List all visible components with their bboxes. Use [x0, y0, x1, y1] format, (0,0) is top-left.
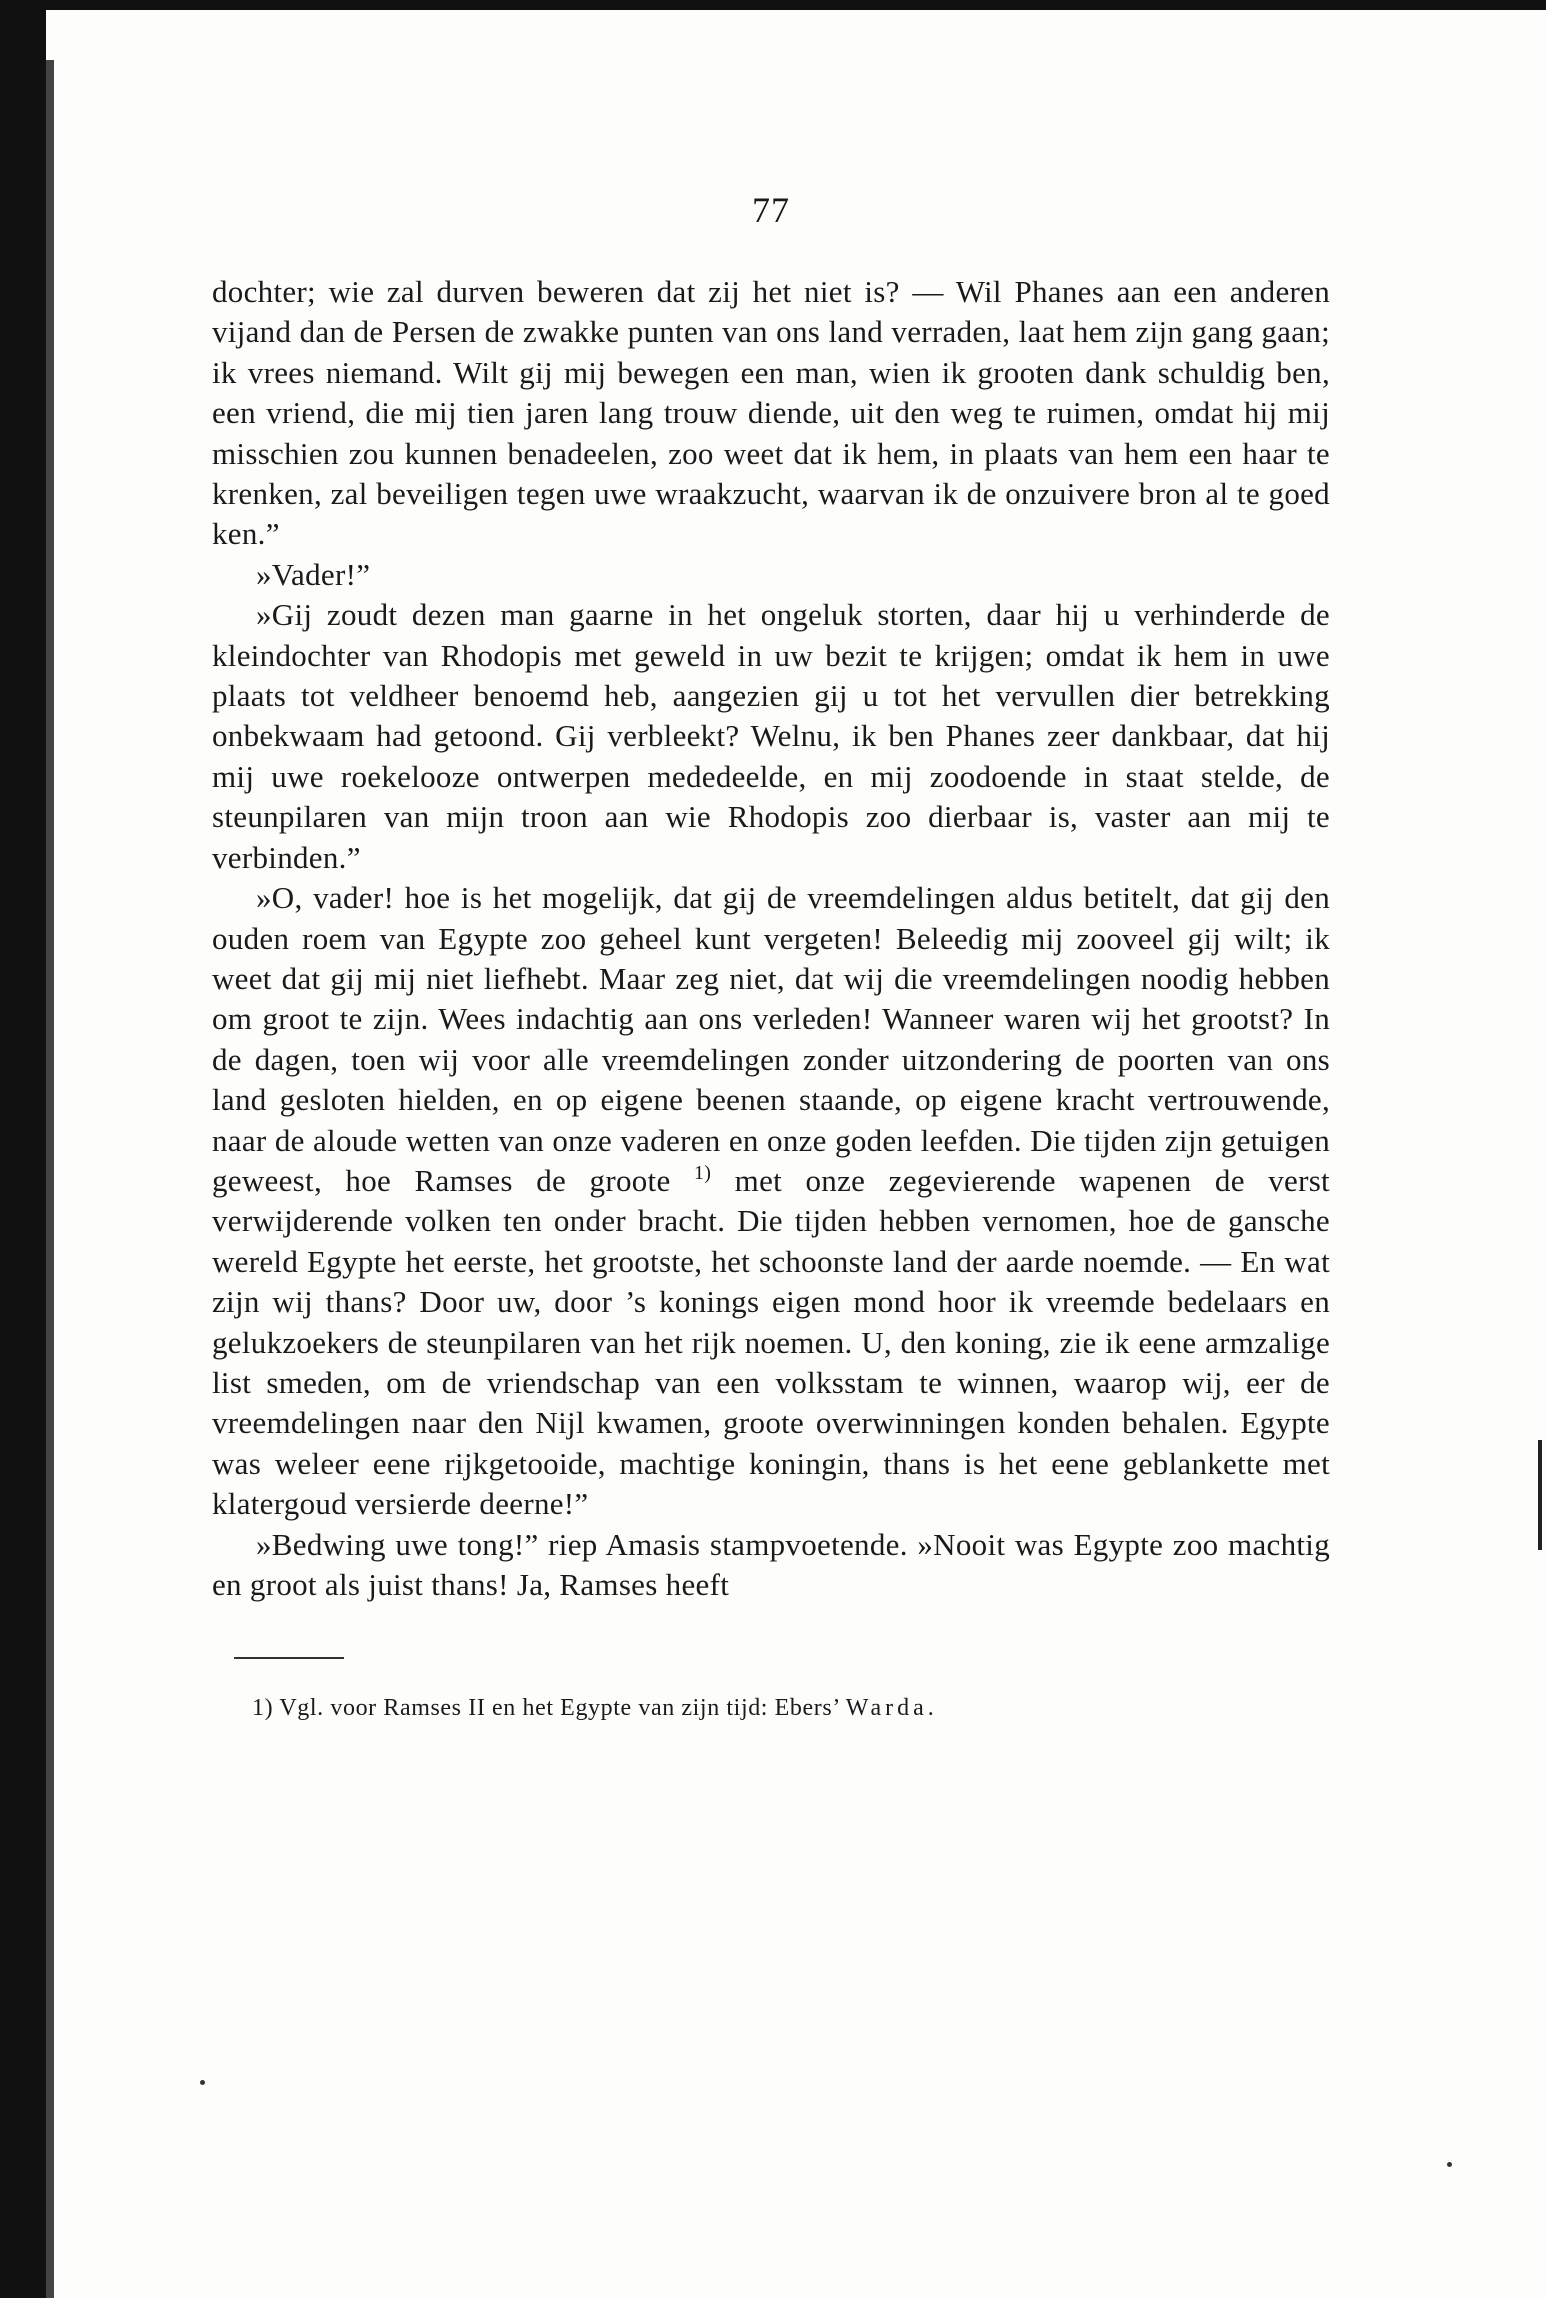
- footnote-reference[interactable]: 1): [693, 1161, 712, 1184]
- paragraph-text: met onze zegevierende wapenen de verst verwijderende volken ten onder bracht. Die tijden hebben vernomen, hoe de gansche wereld Egypte het eerste, het grootste, het schoonste land der aarde noemde. — En wat zijn wij thans? Door uw, door ’s konings eigen mond hoor ik vreemde bedelaars en gelukzoekers de steunpilaren van het rijk noemen. U, den koning, zie ik eene armzalige list smeden, om de vriendschap van een volksstam te winnen, waarop wij, eer de vreemdelingen naar den Nijl kwamen, groote overwinningen konden behalen. Egypte was weleer eene rijkgetooide, machtige koningin, thans is het eene geblankette met klatergoud versierde deerne!”: [212, 1162, 1330, 1522]
- page-number: 77: [752, 190, 790, 230]
- footnote-text: Vgl. voor Ramses II en het Egypte van zijn tijd: Ebers’: [279, 1695, 840, 1722]
- footnote-marker: 1): [252, 1695, 274, 1722]
- dust-speck: [200, 2080, 205, 2085]
- dust-speck: [1447, 2162, 1452, 2167]
- paragraph-text: »O, vader! hoe is het mogelijk, dat gij de vreemdelingen aldus betitelt, dat gij den ouden roem van Egypte zoo geheel kunt vergeten! Beleedig mij zooveel gij wilt; ik weet dat gij mij niet liefhebt. Maar zeg niet, dat wij die vreemdelingen noodig hebben om groot te zijn. Wees indachtig aan ons verleden! Wanneer waren wij het grootst? In de dagen, toen wij voor alle vreemdelingen zonder uitzondering de poorten van ons land gesloten hielden, en op eigene beenen staande, op eigene kracht vertrouwende, naar de aloude wetten van onze vaderen en onze goden leefden. Die tijden zijn getuigen geweest, hoe Ramses de groote: [212, 880, 1330, 1198]
- paragraph: »Bedwing uwe tong!” riep Amasis stampvoetende. »Nooit was Egypte zoo machtig en groot als juist thans! Ja, Ramses heeft: [212, 1526, 1330, 1602]
- footnote-book-title: Warda.: [845, 1695, 938, 1722]
- paragraph: [212, 878, 1330, 1525]
- scan-top-edge: [0, 0, 1546, 10]
- body-text: [212, 272, 1330, 1605]
- scan-left-edge: [0, 0, 46, 2298]
- scan-left-shadow: [46, 60, 54, 2298]
- paragraph: »Gij zoudt dezen man gaarne in het ongeluk storten, daar hij u verhinderde de kleindochter van Rhodopis met geweld in uw bezit te krijgen; omdat ik hem in uwe plaats tot veldheer benoemd heb, aangezien gij u tot het vervullen dier betrekking onbekwaam had getoond. Gij verbleekt? Welnu, ik ben Phanes zeer dankbaar, dat hij mij uwe roekelooze ontwerpen mededeelde, en mij zoodoende in staat stelde, de steunpilaren van mijn troon aan wie Rhodopis zoo dierbaar is, vaster aan mij te verbinden.”: [212, 597, 1330, 875]
- paragraph: dochter; wie zal durven beweren dat zij het niet is? — Wil Phanes aan een anderen vijand dan de Persen de zwakke punten van ons land verraden, laat hem zijn gang gaan; ik vrees niemand. Wilt gij mij bewegen een man, wien ik grooten dank schuldig ben, een vriend, die mij tien jaren lang trouw diende, uit den weg te ruimen, omdat hij mij misschien zou kunnen benadeelen, zoo weet dat ik hem, in plaats van hem een haar te krenken, zal beveiligen tegen uwe wraakzucht, waarvan ik de onzuivere bron al te goed ken.”: [212, 274, 1330, 552]
- scan-right-mark: [1538, 1440, 1542, 1550]
- footnote-divider: [234, 1657, 344, 1659]
- footnote: [252, 1693, 1330, 1723]
- paragraph: »Vader!”: [256, 556, 371, 592]
- page-content: [212, 190, 1330, 2150]
